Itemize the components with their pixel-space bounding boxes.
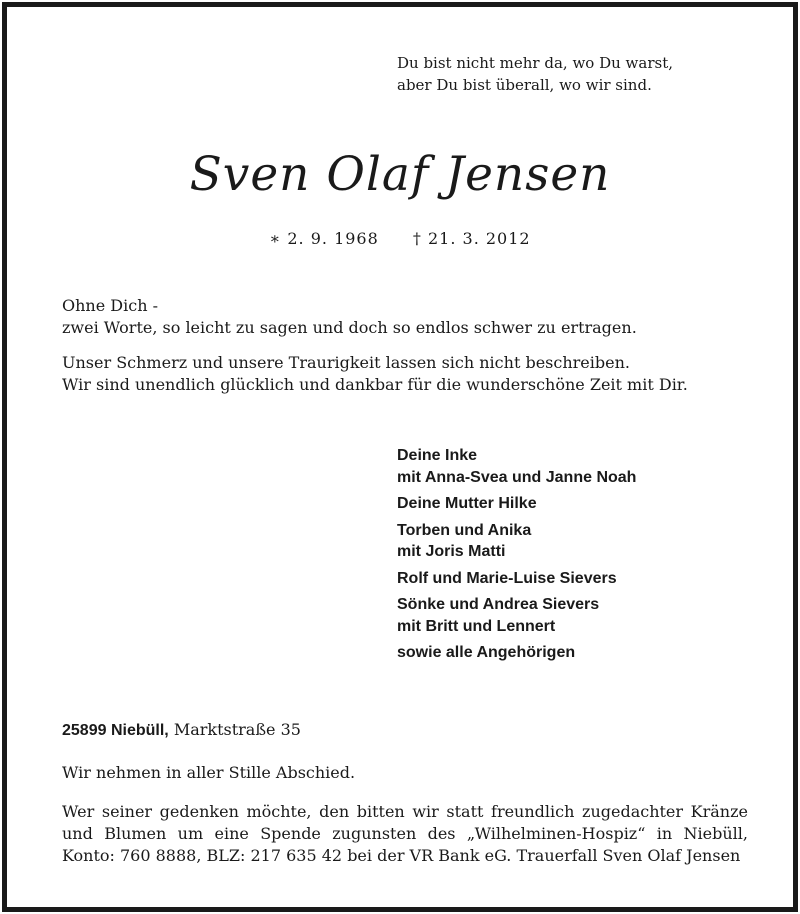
family-group xyxy=(397,568,636,590)
family-group xyxy=(397,445,636,488)
life-dates xyxy=(7,229,793,248)
family-list xyxy=(397,445,636,669)
motto-line-1: Du bist nicht mehr da, wo Du warst, xyxy=(397,54,673,72)
family-line: Rolf und Marie-Luise Sievers xyxy=(397,569,617,587)
birth-date: ∗ 2. 9. 1968 xyxy=(269,229,379,248)
motto xyxy=(397,52,673,96)
family-group xyxy=(397,642,636,664)
death-date: † 21. 3. 2012 xyxy=(412,229,531,248)
deceased-name: Sven Olaf Jensen xyxy=(189,147,611,202)
family-line: sowie alle Angehörigen xyxy=(397,644,576,661)
paragraph-2-line-1: Unser Schmerz und unsere Traurigkeit lassen sich nicht beschreiben. xyxy=(62,353,630,372)
paragraph-1 xyxy=(62,295,637,339)
family-group xyxy=(397,520,636,563)
family-group xyxy=(397,493,636,515)
paragraph-2-line-2: Wir sind unendlich glücklich und dankbar für die wunderschöne Zeit mit Dir. xyxy=(62,375,688,394)
address-city: 25899 Niebüll, xyxy=(62,722,169,739)
family-line: Deine Inke xyxy=(397,447,478,464)
family-line: Sönke und Andrea Sievers xyxy=(397,596,600,613)
address-street: Marktstraße 35 xyxy=(173,720,301,739)
family-line: Deine Mutter Hilke xyxy=(397,495,537,512)
address xyxy=(62,720,301,740)
paragraph-1-line-2: zwei Worte, so leicht zu sagen und doch so endlos schwer zu ertragen. xyxy=(62,318,637,337)
motto-line-2: aber Du bist überall, wo wir sind. xyxy=(397,76,652,94)
family-line: Torben und Anika xyxy=(397,521,532,539)
family-line: mit Britt und Lennert xyxy=(397,617,556,635)
paragraph-2 xyxy=(62,352,688,396)
notice-frame xyxy=(2,2,798,912)
family-group xyxy=(397,594,636,637)
paragraph-1-line-1: Ohne Dich - xyxy=(62,296,158,315)
family-line: mit Joris Matti xyxy=(397,543,506,560)
family-line: mit Anna-Svea und Janne Noah xyxy=(397,468,637,486)
farewell-note: Wir nehmen in aller Stille Abschied. xyxy=(62,763,356,782)
donation-note: Wer seiner gedenken möchte, den bitten wir statt freundlich zugedachter Kränze und Blumen um eine Spende zugunsten des „Wilhelminen-Hospiz“ in Niebüll, Konto: 760 8888, BLZ: 217 635 42 bei der VR Bank eG. Trauerfall Sven Olaf Jensen xyxy=(62,802,748,865)
